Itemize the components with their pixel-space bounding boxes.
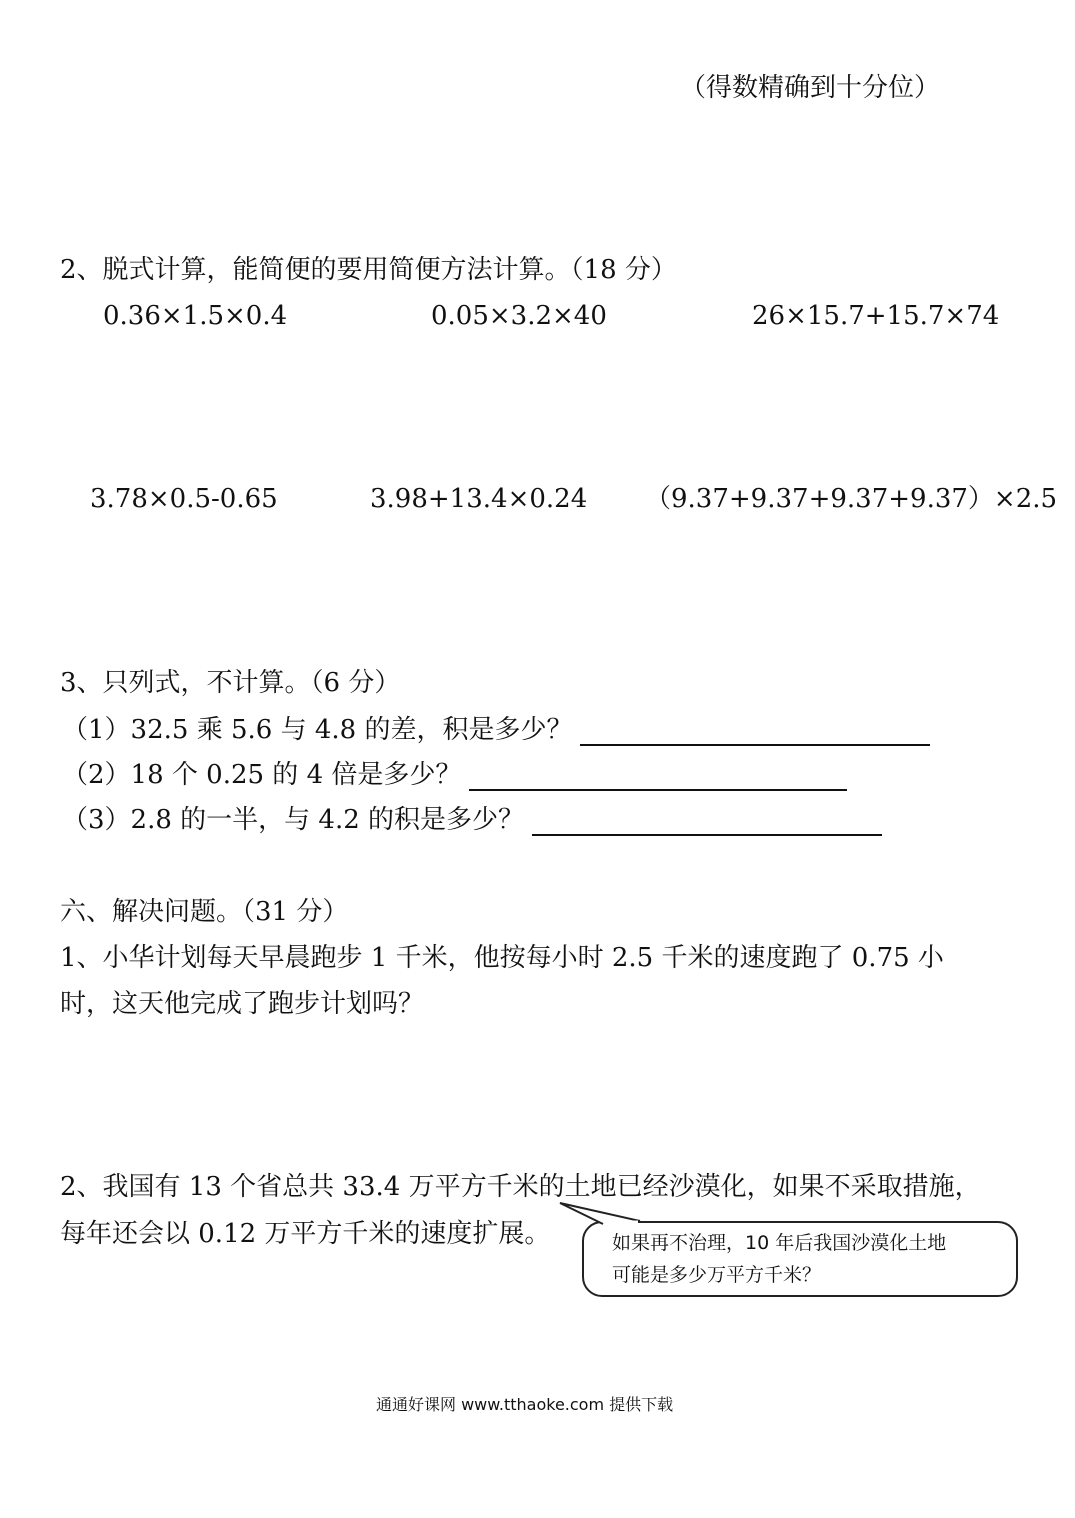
answer-blank[interactable]	[532, 804, 882, 836]
problem2-line1: 2、我国有 13 个省总共 33.4 万平方千米的土地已经沙漠化，如果不采取措施，	[60, 1172, 981, 1202]
precision-note: （得数精确到十分位）	[680, 73, 941, 103]
section3-title: 3、只列式，不计算。（6 分）	[60, 668, 401, 698]
question-text: （3）2.8 的一半，与 4.2 的积是多少？	[62, 805, 525, 835]
expr-4: 3.78×0.5-0.65	[90, 484, 278, 514]
question-item-3	[62, 804, 882, 836]
problem2-line2: 每年还会以 0.12 万平方千米的速度扩展。	[60, 1219, 551, 1249]
expr-5: 3.98+13.4×0.24	[370, 484, 588, 514]
expr-6: （9.37+9.37+9.37+9.37）×2.5	[645, 484, 1058, 514]
problem1-line1: 1、小华计划每天早晨跑步 1 千米，他按每小时 2.5 千米的速度跑了 0.75 小	[60, 943, 944, 973]
answer-blank[interactable]	[580, 714, 930, 746]
question-text: （2）18 个 0.25 的 4 倍是多少？	[62, 760, 462, 790]
expr-3: 26×15.7+15.7×74	[752, 301, 1000, 331]
question-item-2	[62, 759, 847, 791]
question-item-1	[62, 714, 930, 746]
section2-title: 2、脱式计算，能简便的要用简便方法计算。（18 分）	[60, 255, 677, 285]
bubble-text-line2: 可能是多少万平方千米？	[612, 1264, 822, 1286]
footer-credit: 通通好课网 www.tthaoke.com 提供下载	[376, 1395, 674, 1414]
problem1-line2: 时，这天他完成了跑步计划吗？	[60, 989, 425, 1019]
answer-blank[interactable]	[469, 759, 847, 791]
expr-1: 0.36×1.5×0.4	[103, 301, 288, 331]
bubble-text-line1: 如果再不治理，10 年后我国沙漠化土地	[612, 1232, 947, 1254]
section6-title: 六、解决问题。（31 分）	[60, 897, 349, 927]
question-text: （1）32.5 乘 5.6 与 4.8 的差，积是多少？	[62, 715, 573, 745]
expr-2: 0.05×3.2×40	[431, 301, 607, 331]
